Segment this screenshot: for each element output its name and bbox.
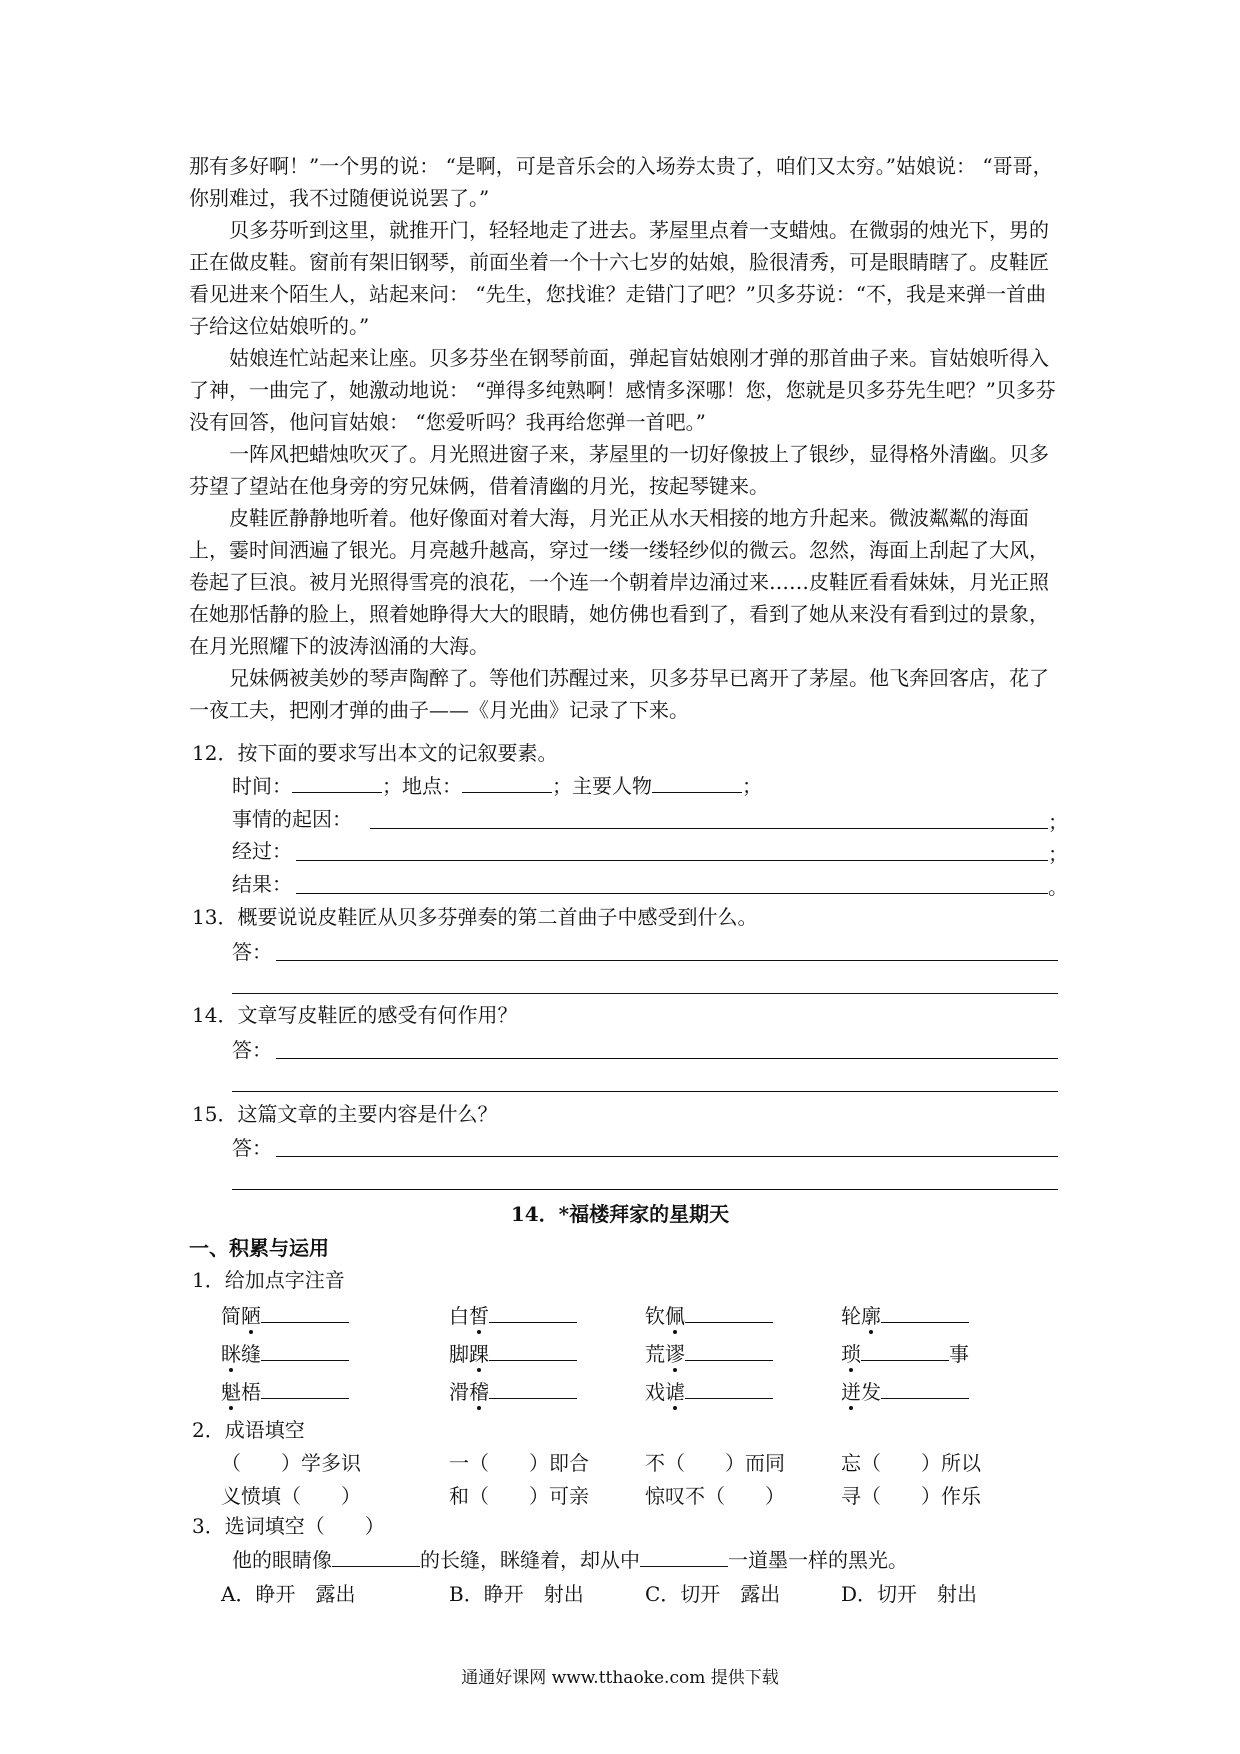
question-13-prompt: 13．概要说说皮鞋匠从贝多芬弹奏的第二首曲子中感受到什么。 (192, 905, 758, 929)
pinyin-blank[interactable] (261, 1380, 349, 1399)
word-char: 轮 (841, 1304, 861, 1328)
q12-cause-end: ； (1048, 810, 1068, 834)
idiom-item[interactable]: 忘（ ）所以 (841, 1451, 981, 1475)
q12-result-label: 结果： (232, 872, 292, 896)
dotted-char: 琐 (841, 1342, 861, 1366)
pinyin-word (841, 1302, 969, 1330)
question-14-prompt: 14．文章写皮鞋匠的感受有何作用？ (192, 1003, 518, 1027)
question-15-prompt: 15．这篇文章的主要内容是什么？ (192, 1102, 498, 1126)
dotted-char: 陋 (241, 1304, 261, 1328)
dotted-char: 皙 (469, 1304, 489, 1328)
pinyin-blank[interactable] (685, 1342, 773, 1361)
pinyin-blank[interactable] (685, 1380, 773, 1399)
section-heading: 一、积累与运用 (189, 1236, 329, 1260)
exercise-3-sentence (232, 1546, 908, 1574)
lesson-title: 14．*福楼拜家的星期天 (510, 1202, 730, 1226)
pinyin-word (645, 1340, 773, 1368)
q15-answer-line-2[interactable] (232, 1189, 1058, 1190)
dotted-char: 谑 (665, 1380, 685, 1404)
sentence-part-b: 的长缝，眯缝着，却从中 (420, 1548, 640, 1572)
q12-process-line[interactable] (296, 860, 1048, 861)
word-char: 脚 (449, 1342, 469, 1366)
idiom-item[interactable]: 义愤填（ ） (221, 1484, 361, 1508)
word-char: 简 (221, 1304, 241, 1328)
idiom-item[interactable]: 惊叹不（ ） (645, 1484, 785, 1508)
dotted-char: 佩 (665, 1304, 685, 1328)
exercise-2-prompt: 2．成语填空 (192, 1418, 305, 1442)
q12-person-blank[interactable] (652, 774, 742, 793)
idiom-item[interactable]: （ ）学多识 (221, 1451, 361, 1475)
story-paragraph-2: 姑娘连忙站起来让座。贝多芬坐在钢琴前面，弹起盲姑娘刚才弹的那首曲子来。盲姑娘听得入了神，一曲完了，她激动地说： “弹得多纯熟啊！感情多深哪！您，您就是贝多芬先生吧？”贝多芬没有回答，他问盲姑娘： “您爱听吗？我再给您弹一首吧。” (189, 346, 1056, 434)
q15-answer-line-1[interactable] (276, 1156, 1058, 1157)
q13-answer-label: 答： (232, 940, 272, 964)
sentence-blank-1[interactable] (332, 1548, 420, 1567)
q12-cause-line[interactable] (370, 828, 1048, 829)
q12-place-blank[interactable] (462, 774, 552, 793)
choice-option[interactable]: B．睁开 射出 (449, 1582, 584, 1606)
page-footer: 通通好课网 www.tthaoke.com 提供下载 (461, 1668, 779, 1688)
story-paragraph-5: 兄妹俩被美妙的琴声陶醉了。等他们苏醒过来，贝多芬早已离开了茅屋。他飞奔回客店，花了一夜工夫，把刚才弹的曲子——《月光曲》记录了下来。 (189, 666, 1049, 722)
q12-cause-row (232, 805, 352, 833)
word-char: 滑 (449, 1380, 469, 1404)
pinyin-blank[interactable] (881, 1380, 969, 1399)
word-char: 缝 (241, 1342, 261, 1366)
story-paragraph-3: 一阵风把蜡烛吹灭了。月光照进窗子来，茅屋里的一切好像披上了银纱，显得格外清幽。贝多芬望了望站在他身旁的穷兄妹俩，借着清幽的月光，按起琴键来。 (189, 442, 1049, 498)
pinyin-blank[interactable] (861, 1342, 949, 1361)
pinyin-word (841, 1378, 969, 1406)
pinyin-word (449, 1302, 577, 1330)
q12-semicolon: ； (382, 774, 402, 798)
q12-time-label: 时间： (232, 774, 292, 798)
dotted-char: 稽 (469, 1380, 489, 1404)
q13-answer-line-1[interactable] (276, 960, 1058, 961)
story-paragraph-0: 那有多好啊！”一个男的说： “是啊，可是音乐会的入场券太贵了，咱们又太穷。”姑娘说： “哥哥，你别难过，我不过随便说说罢了。” (189, 154, 1053, 210)
exercise-1-prompt: 1．给加点字注音 (192, 1268, 345, 1292)
dotted-char: 魁 (221, 1380, 241, 1404)
q12-place-label: 地点： (402, 774, 462, 798)
q14-answer-label: 答： (232, 1038, 272, 1062)
q12-result-line[interactable] (296, 893, 1048, 894)
choice-option[interactable]: A．睁开 露出 (221, 1582, 356, 1606)
dotted-char: 眯 (221, 1342, 241, 1366)
q12-process-label: 经过： (232, 839, 292, 863)
idiom-item[interactable]: 不（ ）而同 (645, 1451, 785, 1475)
q15-answer-label: 答： (232, 1136, 272, 1160)
q12-process-end: ； (1048, 842, 1068, 866)
story-paragraph-1: 贝多芬听到这里，就推开门，轻轻地走了进去。茅屋里点着一支蜡烛。在微弱的烛光下，男的正在做皮鞋。窗前有架旧钢琴，前面坐着一个十六七岁的姑娘，脸很清秀，可是眼睛瞎了。皮鞋匠看见进来个陌生人，站起来问： “先生，您找谁？走错门了吧？”贝多芬说：“不，我是来弹一首曲子给这位姑娘听的。” (189, 218, 1049, 338)
q12-process-row (232, 837, 292, 865)
q12-elements-row (232, 772, 762, 800)
pinyin-word (449, 1340, 577, 1368)
word-char: 白 (449, 1304, 469, 1328)
q14-answer-line-2[interactable] (232, 1091, 1058, 1092)
word-char: 发 (861, 1380, 881, 1404)
q14-answer-line-1[interactable] (276, 1058, 1058, 1059)
pinyin-blank[interactable] (685, 1304, 773, 1323)
pinyin-word (221, 1340, 349, 1368)
dotted-char: 迸 (841, 1380, 861, 1404)
pinyin-word (841, 1340, 969, 1368)
sentence-part-a: 他的眼睛像 (232, 1548, 332, 1572)
q12-result-row (232, 870, 292, 898)
word-char: 梧 (241, 1380, 261, 1404)
pinyin-blank[interactable] (261, 1342, 349, 1361)
pinyin-word (645, 1302, 773, 1330)
idiom-item[interactable]: 一（ ）即合 (449, 1451, 589, 1475)
choice-option[interactable]: D．切开 射出 (841, 1582, 978, 1606)
q12-semicolon: ； (742, 774, 762, 798)
pinyin-word (449, 1378, 577, 1406)
sentence-part-c: 一道墨一样的黑光。 (728, 1548, 908, 1572)
q12-time-blank[interactable] (292, 774, 382, 793)
story-paragraph-4: 皮鞋匠静静地听着。他好像面对着大海，月光正从水天相接的地方升起来。微波粼粼的海面上，霎时间洒遍了银光。月亮越升越高，穿过一缕一缕轻纱似的微云。忽然，海面上刮起了大风，卷起了巨浪。被月光照得雪亮的浪花，一个连一个朝着岸边涌过来……皮鞋匠看看妹妹，月光正照在她那恬静的脸上，照着她睁得大大的眼睛，她仿佛也看到了，看到了她从来没有看到过的景象，在月光照耀下的波涛汹涌的大海。 (189, 506, 1049, 658)
q13-answer-line-2[interactable] (232, 993, 1058, 994)
q12-semicolon: ； (552, 774, 572, 798)
pinyin-word (221, 1378, 349, 1406)
pinyin-blank[interactable] (261, 1304, 349, 1323)
word-char: 荒 (645, 1342, 665, 1366)
q12-result-end: 。 (1048, 875, 1068, 899)
q12-person-label: 主要人物 (572, 774, 652, 798)
dotted-char: 谬 (665, 1342, 685, 1366)
dotted-char: 廓 (861, 1304, 881, 1328)
pinyin-blank[interactable] (881, 1304, 969, 1323)
idiom-item[interactable]: 和（ ）可亲 (449, 1484, 589, 1508)
word-tail-char: 事 (949, 1342, 969, 1366)
pinyin-blank[interactable] (489, 1380, 577, 1399)
pinyin-blank[interactable] (489, 1304, 577, 1323)
idiom-item[interactable]: 寻（ ）作乐 (841, 1484, 981, 1508)
pinyin-blank[interactable] (489, 1342, 577, 1361)
exercise-3-prompt: 3．选词填空（ ） (192, 1514, 385, 1538)
sentence-blank-2[interactable] (640, 1548, 728, 1567)
pinyin-word (645, 1378, 773, 1406)
word-char: 戏 (645, 1380, 665, 1404)
pinyin-word (221, 1302, 349, 1330)
word-char: 钦 (645, 1304, 665, 1328)
q12-cause-label: 事情的起因： (232, 807, 352, 831)
dotted-char: 踝 (469, 1342, 489, 1366)
question-12-prompt: 12．按下面的要求写出本文的记叙要素。 (192, 741, 558, 765)
choice-option[interactable]: C．切开 露出 (645, 1582, 781, 1606)
